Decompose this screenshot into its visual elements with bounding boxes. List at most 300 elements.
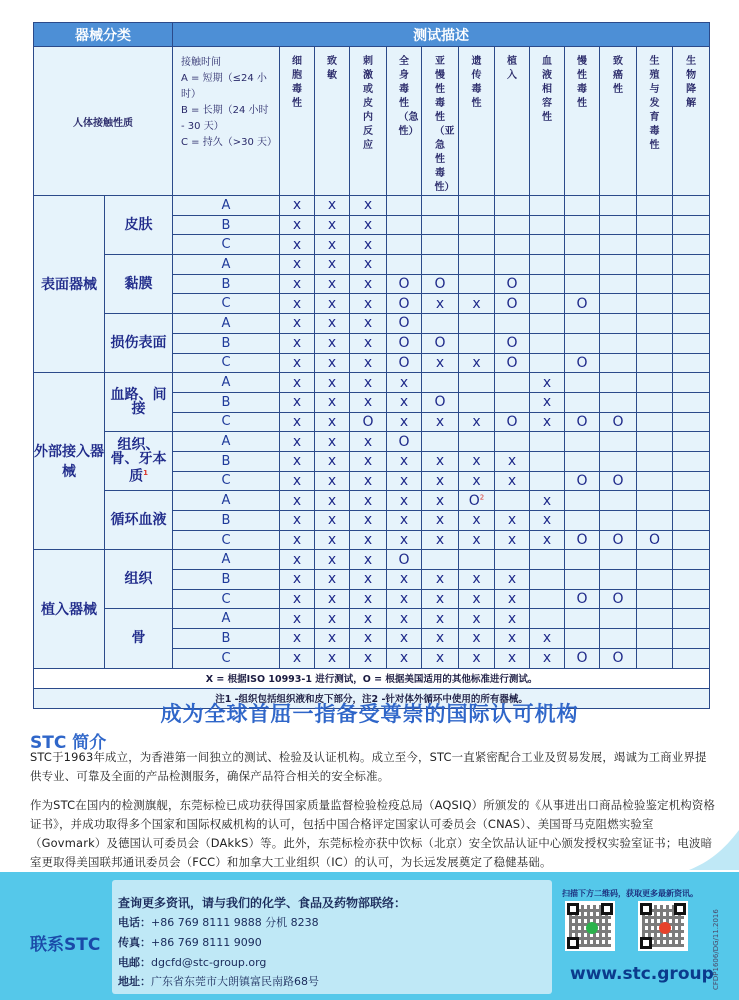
- test-mark: x: [399, 571, 409, 588]
- contact-duration-code: B: [173, 392, 280, 412]
- test-mark: x: [363, 512, 373, 529]
- test-mark: x: [327, 374, 337, 391]
- email-value[interactable]: dgcfd@stc-group.org: [151, 956, 267, 969]
- test-cell: [350, 629, 387, 649]
- test-cell: [350, 235, 387, 255]
- test-cell: [350, 609, 387, 629]
- test-mark: x: [363, 374, 373, 391]
- test-mark: x: [363, 551, 373, 568]
- test-cell: [565, 648, 600, 668]
- test-mark: x: [292, 571, 302, 588]
- test-cell: [280, 451, 315, 471]
- test-mark: x: [507, 571, 517, 588]
- test-cell: [459, 530, 495, 550]
- device-category: 植入器械: [34, 550, 105, 668]
- test-cell: [565, 609, 600, 629]
- contact-subcategory: [105, 609, 173, 668]
- test-cell: [280, 629, 315, 649]
- test-cell: [637, 274, 673, 294]
- test-cell: [459, 215, 495, 235]
- test-cell: [600, 333, 637, 353]
- test-mark: x: [399, 394, 409, 411]
- test-mark: x: [292, 650, 302, 667]
- contact-duration-code: B: [173, 274, 280, 294]
- test-cell: [280, 392, 315, 412]
- table-row: [34, 373, 710, 393]
- email-key: 电邮：: [118, 956, 151, 969]
- test-cell: [565, 353, 600, 373]
- test-cell: [637, 629, 673, 649]
- test-cell: [387, 550, 422, 570]
- test-cell: [350, 314, 387, 334]
- test-cell: [530, 491, 565, 511]
- test-cell: [315, 511, 350, 531]
- wechat-qr-code[interactable]: [565, 901, 615, 951]
- test-cell: [387, 609, 422, 629]
- test-cell: [673, 215, 710, 235]
- test-cell: [387, 629, 422, 649]
- test-cell: [565, 215, 600, 235]
- test-cell: [637, 530, 673, 550]
- test-column-label: 血液相容性: [542, 56, 552, 123]
- test-mark: x: [472, 354, 481, 371]
- test-cell: [350, 511, 387, 531]
- test-cell: [495, 294, 530, 314]
- test-mark: x: [399, 374, 409, 391]
- test-cell: [280, 373, 315, 393]
- test-cell: [459, 235, 495, 255]
- test-cell: [387, 353, 422, 373]
- address-value: 广东省东莞市大朗镇富民南路68号: [151, 975, 319, 988]
- test-mark: x: [435, 571, 445, 588]
- test-cell: [280, 609, 315, 629]
- test-cell: [530, 412, 565, 432]
- test-mark: O: [612, 532, 624, 549]
- test-mark: x: [472, 472, 481, 489]
- test-mark: x: [327, 413, 337, 430]
- legend-row: X = 根据ISO 10993-1 进行测试，O = 根据美国适用的其他标准进行测试。: [34, 668, 710, 688]
- test-mark: x: [292, 236, 302, 253]
- table-row: [34, 550, 710, 570]
- test-cell: [459, 550, 495, 570]
- test-mark: x: [542, 512, 552, 529]
- contact-duration-code: B: [173, 451, 280, 471]
- email-line: [118, 954, 266, 970]
- test-mark: x: [363, 256, 373, 273]
- test-cell: [495, 274, 530, 294]
- test-mark: x: [435, 472, 445, 489]
- test-mark: x: [327, 591, 337, 608]
- test-cell: [350, 412, 387, 432]
- test-cell: [315, 274, 350, 294]
- test-cell: [565, 451, 600, 471]
- test-mark: x: [327, 295, 337, 312]
- test-cell: [495, 235, 530, 255]
- test-cell: [387, 196, 422, 216]
- test-mark: x: [435, 453, 445, 470]
- test-mark: x: [292, 315, 302, 332]
- test-cell: [600, 511, 637, 531]
- test-cell: [350, 215, 387, 235]
- test-cell: [600, 451, 637, 471]
- test-cell: [637, 511, 673, 531]
- test-cell: [673, 648, 710, 668]
- test-mark: O: [398, 276, 410, 293]
- test-cell: [459, 648, 495, 668]
- test-mark: x: [327, 532, 337, 549]
- test-mark: O: [612, 591, 624, 608]
- test-cell: [350, 451, 387, 471]
- test-mark: x: [327, 276, 337, 293]
- test-cell: [495, 215, 530, 235]
- test-mark: x: [507, 630, 517, 647]
- test-cell: [530, 235, 565, 255]
- test-cell: [637, 215, 673, 235]
- test-cell: [459, 255, 495, 275]
- test-cell: [495, 511, 530, 531]
- contact-label: 联系STC: [30, 935, 101, 955]
- contact-subcategory: [105, 314, 173, 373]
- test-cell: [459, 491, 495, 511]
- test-column-header: [673, 47, 710, 196]
- test-cell: [637, 609, 673, 629]
- test-mark: x: [542, 630, 552, 647]
- contact-duration-code: C: [173, 530, 280, 550]
- contact-subcategory: [105, 196, 173, 255]
- test-cell: [422, 570, 459, 590]
- test-mark: O: [506, 413, 518, 430]
- test-column-header: [280, 47, 315, 196]
- test-mark: x: [363, 610, 373, 627]
- contact-subcategory: [105, 255, 173, 314]
- test-cell: [315, 570, 350, 590]
- weibo-qr-code[interactable]: [638, 901, 688, 951]
- test-cell: [673, 235, 710, 255]
- contact-duration-code: C: [173, 353, 280, 373]
- test-cell: [315, 353, 350, 373]
- test-cell: [673, 451, 710, 471]
- contact-time-title: 接触时间: [181, 57, 221, 68]
- tel-value[interactable]: +86 769 8111 9888 分机 8238: [151, 916, 319, 929]
- test-cell: [565, 274, 600, 294]
- decorative-wave: [689, 830, 739, 870]
- contact-subcategory: [105, 373, 173, 432]
- test-mark: O: [398, 295, 410, 312]
- test-mark: x: [327, 610, 337, 627]
- test-mark: x: [327, 217, 337, 234]
- test-cell: [350, 589, 387, 609]
- test-cell: [637, 648, 673, 668]
- notes-row: 注1 -组织包括组织液和皮下部分，注2 -针对体外循环中使用的所有器械。: [34, 688, 710, 708]
- test-cell: [565, 294, 600, 314]
- test-column-label: 致癌性: [613, 56, 623, 95]
- test-cell: [600, 392, 637, 412]
- test-cell: [530, 333, 565, 353]
- test-cell: [350, 432, 387, 452]
- test-column-label: 慢性毒性: [577, 56, 587, 109]
- test-cell: [600, 648, 637, 668]
- test-cell: [280, 333, 315, 353]
- subcategory-label: 损伤表面: [110, 335, 167, 352]
- test-cell: [565, 255, 600, 275]
- test-cell: [459, 373, 495, 393]
- test-mark: x: [435, 512, 445, 529]
- test-cell: [530, 550, 565, 570]
- address-line: [118, 973, 319, 989]
- table-row: [34, 491, 710, 511]
- contact-time-a: A = 短期（≤24 小时）: [181, 73, 267, 100]
- test-cell: [422, 235, 459, 255]
- test-column-header: [495, 47, 530, 196]
- test-cell: [350, 274, 387, 294]
- fax-line: [118, 934, 262, 950]
- test-mark: x: [363, 453, 373, 470]
- test-mark: O: [398, 354, 410, 371]
- test-cell: [495, 491, 530, 511]
- test-cell: [459, 392, 495, 412]
- test-cell: [600, 491, 637, 511]
- test-cell: [280, 196, 315, 216]
- test-mark: x: [292, 354, 302, 371]
- test-cell: [495, 471, 530, 491]
- test-cell: [600, 570, 637, 590]
- contact-duration-code: C: [173, 471, 280, 491]
- test-cell: [315, 491, 350, 511]
- test-cell: [495, 392, 530, 412]
- table-row: [34, 255, 710, 275]
- test-mark: x: [507, 650, 517, 667]
- test-cell: [530, 609, 565, 629]
- wechat-icon: [586, 922, 598, 934]
- test-cell: [350, 196, 387, 216]
- test-cell: [315, 294, 350, 314]
- contact-subcategory: [105, 432, 173, 491]
- test-mark: O: [398, 433, 410, 450]
- test-column-label: 全身毒性（急性）: [398, 56, 419, 137]
- test-mark: x: [327, 492, 337, 509]
- test-cell: [673, 471, 710, 491]
- test-cell: [495, 412, 530, 432]
- test-cell: [673, 412, 710, 432]
- test-cell: [387, 432, 422, 452]
- test-mark: x: [327, 256, 337, 273]
- test-mark: x: [399, 453, 409, 470]
- test-mark: x: [292, 492, 302, 509]
- test-cell: [387, 491, 422, 511]
- test-mark: x: [363, 276, 373, 293]
- test-cell: [637, 589, 673, 609]
- contact-time-c: C = 持久（>30 天）: [181, 137, 278, 148]
- test-cell: [600, 215, 637, 235]
- test-cell: [387, 294, 422, 314]
- fax-value: +86 769 8111 9090: [151, 936, 262, 949]
- test-cell: [600, 255, 637, 275]
- test-cell: [422, 255, 459, 275]
- test-mark: x: [327, 453, 337, 470]
- test-cell: [459, 471, 495, 491]
- test-cell: [387, 530, 422, 550]
- test-cell: [315, 255, 350, 275]
- test-cell: [565, 392, 600, 412]
- test-cell: [495, 432, 530, 452]
- test-cell: [350, 570, 387, 590]
- test-mark: x: [363, 532, 373, 549]
- test-cell: [637, 353, 673, 373]
- test-cell: [387, 392, 422, 412]
- test-mark: x: [472, 512, 481, 529]
- test-mark: x: [507, 453, 517, 470]
- test-mark: O: [576, 650, 588, 667]
- test-cell: [600, 530, 637, 550]
- contact-duration-code: A: [173, 491, 280, 511]
- device-category: 表面器械: [34, 196, 105, 373]
- test-cell: [387, 235, 422, 255]
- test-cell: [565, 432, 600, 452]
- test-mark: x: [292, 276, 302, 293]
- test-mark: x: [292, 512, 302, 529]
- test-column-label: 细胞毒性: [292, 56, 302, 109]
- test-cell: [459, 511, 495, 531]
- test-mark: x: [363, 354, 373, 371]
- test-cell: [495, 314, 530, 334]
- test-cell: [280, 412, 315, 432]
- subcategory-label: 组织、骨、牙本质: [110, 437, 167, 486]
- test-cell: [637, 570, 673, 590]
- test-cell: [637, 432, 673, 452]
- test-mark: x: [542, 394, 552, 411]
- test-mark: x: [327, 197, 337, 214]
- contact-duration-code: A: [173, 255, 280, 275]
- contact-duration-code: B: [173, 333, 280, 353]
- test-cell: [459, 451, 495, 471]
- test-mark: O: [506, 276, 518, 293]
- test-cell: [422, 491, 459, 511]
- test-mark: x: [363, 217, 373, 234]
- test-cell: [600, 629, 637, 649]
- test-mark: x: [363, 571, 373, 588]
- contact-duration-code: A: [173, 196, 280, 216]
- test-cell: [600, 196, 637, 216]
- test-description-header: 测试描述: [173, 23, 710, 47]
- test-cell: [315, 550, 350, 570]
- test-mark: x: [327, 472, 337, 489]
- test-cell: [673, 294, 710, 314]
- contact-duration-code: B: [173, 570, 280, 590]
- test-mark: O: [648, 532, 661, 549]
- test-cell: [673, 392, 710, 412]
- test-cell: [459, 412, 495, 432]
- test-cell: [565, 235, 600, 255]
- test-cell: [673, 530, 710, 550]
- test-cell: [530, 570, 565, 590]
- test-cell: [280, 648, 315, 668]
- test-mark: O: [434, 394, 446, 411]
- test-mark: x: [472, 591, 481, 608]
- test-mark: x: [472, 571, 481, 588]
- test-cell: [673, 333, 710, 353]
- test-cell: [565, 589, 600, 609]
- test-cell: [315, 333, 350, 353]
- test-cell: [315, 432, 350, 452]
- test-cell: [530, 451, 565, 471]
- test-cell: [459, 294, 495, 314]
- test-mark: x: [542, 492, 552, 509]
- test-mark: x: [399, 630, 409, 647]
- intro-title: STC 简介: [30, 733, 107, 753]
- test-cell: [530, 629, 565, 649]
- test-cell: [637, 550, 673, 570]
- test-cell: [673, 629, 710, 649]
- test-cell: [637, 491, 673, 511]
- test-mark: x: [507, 532, 517, 549]
- test-mark: x: [292, 551, 302, 568]
- test-mark: x: [363, 591, 373, 608]
- test-cell: [387, 511, 422, 531]
- test-cell: [565, 412, 600, 432]
- test-cell: [350, 648, 387, 668]
- contact-duration-code: C: [173, 589, 280, 609]
- test-cell: [530, 373, 565, 393]
- test-mark: x: [327, 512, 337, 529]
- intro-paragraph-1: STC于1963年成立，为香港第一间独立的测试、检验及认证机构。成立至今，STC一直紧密配合工业及贸易发展，竭诚为工商业界提供专业、可靠及全面的产品检测服务，确保产品符合相关的安全标准。: [30, 750, 707, 783]
- test-cell: [495, 570, 530, 590]
- website-link[interactable]: www.stc.group: [570, 964, 714, 984]
- test-cell: [637, 255, 673, 275]
- test-cell: [673, 353, 710, 373]
- test-cell: [315, 215, 350, 235]
- test-mark: x: [327, 630, 337, 647]
- test-mark: x: [327, 335, 337, 352]
- test-cell: [315, 451, 350, 471]
- test-cell: [315, 471, 350, 491]
- test-cell: [600, 353, 637, 373]
- test-cell: [495, 333, 530, 353]
- test-cell: [673, 589, 710, 609]
- test-column-label: 遗传毒性: [471, 56, 482, 109]
- test-mark: x: [399, 512, 409, 529]
- test-cell: [280, 589, 315, 609]
- contact-duration-code: A: [173, 609, 280, 629]
- test-column-header: [565, 47, 600, 196]
- test-cell: [495, 196, 530, 216]
- contact-duration-code: B: [173, 511, 280, 531]
- test-cell: [280, 274, 315, 294]
- test-cell: [459, 609, 495, 629]
- test-cell: [422, 471, 459, 491]
- test-mark: x: [399, 472, 409, 489]
- test-cell: [565, 373, 600, 393]
- test-cell: [495, 648, 530, 668]
- test-cell: [315, 235, 350, 255]
- test-cell: [422, 530, 459, 550]
- test-cell: [387, 314, 422, 334]
- enquiry-text: 查询更多资讯，请与我们的化学、食品及药物部联络：: [118, 896, 407, 910]
- test-mark: O: [506, 295, 518, 312]
- test-cell: [530, 392, 565, 412]
- test-mark: x: [435, 295, 445, 312]
- test-cell: [530, 314, 565, 334]
- test-cell: [459, 629, 495, 649]
- test-cell: [280, 511, 315, 531]
- test-mark: x: [327, 394, 337, 411]
- contact-duration-code: C: [173, 412, 280, 432]
- test-mark: x: [363, 197, 373, 214]
- test-cell: [637, 412, 673, 432]
- test-cell: [315, 530, 350, 550]
- test-cell: [637, 196, 673, 216]
- test-cell: [422, 451, 459, 471]
- contact-duration-code: A: [173, 550, 280, 570]
